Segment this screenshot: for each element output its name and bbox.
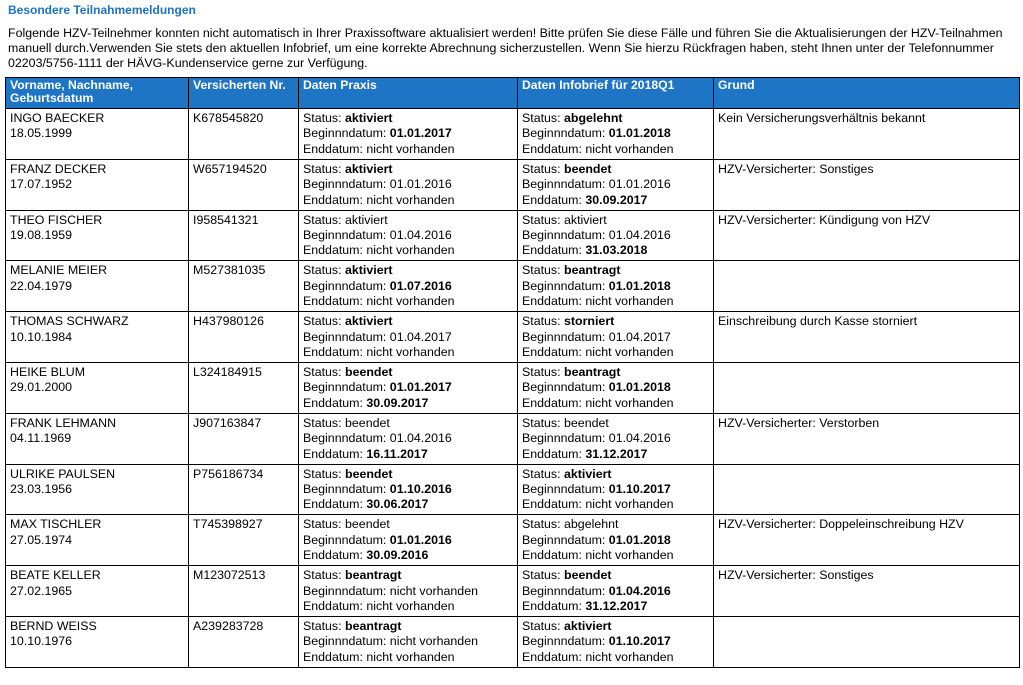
status-line-value: aktiviert	[345, 263, 393, 278]
patient-name: THEO FISCHER	[10, 212, 103, 227]
status-line-value: aktiviert	[345, 161, 393, 176]
status-line-value: beendet	[345, 466, 393, 481]
begin-line-label: Beginnndatum:	[303, 380, 390, 395]
cell-name-dob	[6, 413, 189, 464]
patient-name: BERND WEISS	[10, 618, 97, 633]
cell-name-dob	[6, 566, 189, 617]
table-row	[6, 210, 1020, 261]
end-line	[303, 447, 513, 462]
cell-infobrief	[518, 109, 714, 160]
end-line-value: nicht vorhanden	[366, 345, 455, 359]
end-line	[522, 243, 709, 258]
cell-infobrief	[518, 210, 714, 261]
begin-line-label: Beginnndatum:	[303, 481, 390, 496]
begin-line-label: Beginnndatum:	[303, 177, 390, 192]
status-line	[303, 517, 513, 532]
cell-infobrief	[518, 159, 714, 210]
status-line	[522, 619, 709, 634]
status-line	[303, 213, 513, 228]
begin-line-label: Beginnndatum:	[303, 431, 390, 446]
status-line	[303, 568, 513, 583]
end-line	[522, 548, 709, 563]
begin-line-value: 01.07.2016	[389, 278, 452, 293]
cell-praxis	[299, 515, 518, 566]
end-line-label: Enddatum:	[303, 192, 367, 207]
status-line	[303, 263, 513, 278]
status-line	[522, 365, 709, 380]
status-line-label: Status:	[303, 364, 346, 379]
begin-line-label: Beginnndatum:	[303, 532, 390, 547]
end-line	[303, 548, 513, 563]
end-line-value: 30.06.2017	[366, 497, 429, 512]
patient-name: INGO BAECKER	[10, 111, 105, 125]
status-line-value: aktiviert	[564, 618, 612, 633]
begin-line-value: 01.01.2018	[608, 126, 671, 141]
begin-line	[522, 380, 709, 395]
status-line	[522, 467, 709, 482]
begin-line-value: 01.01.2016	[389, 177, 452, 192]
patient-dob: 29.01.2000	[10, 380, 73, 395]
end-line-label: Enddatum:	[303, 649, 367, 664]
cell-insurance-nr: W657194520	[189, 159, 299, 210]
status-line	[303, 314, 513, 329]
end-line-value: 31.12.2017	[585, 446, 648, 461]
cell-insurance-nr: H437980126	[189, 312, 299, 363]
begin-line	[303, 228, 513, 243]
begin-line-value: 01.01.2018	[608, 532, 671, 547]
cell-praxis	[299, 109, 518, 160]
end-line-value: 30.09.2016	[366, 548, 429, 563]
status-line-label: Status:	[522, 618, 565, 633]
cell-insurance-nr: P756186734	[189, 464, 299, 515]
end-line	[303, 396, 513, 411]
end-line	[522, 599, 709, 614]
end-line-label: Enddatum:	[522, 243, 586, 258]
cell-grund: HZV-Versicherter: Sonstiges	[714, 566, 1020, 617]
status-line-label: Status:	[303, 263, 346, 278]
status-line-label: Status:	[303, 111, 346, 125]
end-line-value: nicht vorhanden	[366, 649, 455, 664]
table-row	[6, 159, 1020, 210]
patient-name: ULRIKE PAULSEN	[10, 466, 116, 481]
table-row	[6, 515, 1020, 566]
end-line-value: nicht vorhanden	[366, 598, 455, 613]
status-line-value: beantragt	[564, 364, 621, 379]
status-line-value: beantragt	[345, 618, 402, 633]
table-header-row	[6, 78, 1020, 109]
begin-line-value: 01.10.2016	[389, 481, 452, 496]
begin-line-value: 01.04.2016	[608, 228, 671, 242]
cell-infobrief	[518, 261, 714, 312]
patient-name: BEATE KELLER	[10, 568, 101, 583]
begin-line	[303, 177, 513, 192]
end-line	[522, 650, 709, 665]
participants-table	[5, 77, 1020, 668]
begin-line-label: Beginnndatum:	[522, 583, 609, 598]
patient-dob: 22.04.1979	[10, 278, 73, 293]
status-line	[522, 568, 709, 583]
end-line-label: Enddatum:	[522, 192, 586, 207]
end-line-value: 31.12.2017	[585, 598, 648, 613]
cell-insurance-nr: L324184915	[189, 362, 299, 413]
cell-praxis	[299, 464, 518, 515]
end-line	[522, 345, 709, 360]
end-line-label: Enddatum:	[522, 446, 586, 461]
status-line-value: aktiviert	[564, 466, 612, 481]
status-line	[303, 162, 513, 177]
begin-line	[303, 380, 513, 395]
begin-line-value: 01.04.2016	[389, 228, 452, 242]
begin-line-label: Beginnndatum:	[522, 431, 609, 446]
end-line-label: Enddatum:	[522, 294, 586, 309]
end-line	[522, 142, 709, 157]
begin-line-label: Beginnndatum:	[303, 228, 390, 242]
status-line	[303, 365, 513, 380]
cell-name-dob	[6, 464, 189, 515]
status-line-value: storniert	[564, 314, 615, 329]
begin-line-value: 01.01.2017	[389, 126, 452, 141]
patient-dob: 23.03.1956	[10, 481, 73, 496]
cell-insurance-nr: M123072513	[189, 566, 299, 617]
begin-line-label: Beginnndatum:	[522, 532, 609, 547]
begin-line-value: 01.04.2017	[389, 329, 452, 344]
end-line-label: Enddatum:	[303, 243, 367, 258]
status-line-label: Status:	[303, 314, 346, 329]
table-row	[6, 362, 1020, 413]
cell-infobrief	[518, 413, 714, 464]
status-line-value: aktiviert	[345, 212, 388, 227]
end-line	[303, 193, 513, 208]
cell-praxis	[299, 159, 518, 210]
patient-dob: 18.05.1999	[10, 126, 73, 141]
cell-grund: HZV-Versicherter: Kündigung von HZV	[714, 210, 1020, 261]
status-line-value: abgelehnt	[564, 517, 619, 532]
table-row	[6, 261, 1020, 312]
table-row	[6, 312, 1020, 363]
cell-praxis	[299, 566, 518, 617]
begin-line	[522, 330, 709, 345]
cell-name-dob	[6, 210, 189, 261]
cell-infobrief	[518, 362, 714, 413]
begin-line-label: Beginnndatum:	[522, 329, 609, 344]
begin-line-label: Beginnndatum:	[303, 278, 390, 293]
end-line	[303, 599, 513, 614]
end-line-label: Enddatum:	[522, 395, 586, 410]
patient-name: MELANIE MEIER	[10, 263, 108, 278]
cell-grund: HZV-Versicherter: Sonstiges	[714, 159, 1020, 210]
status-line-label: Status:	[303, 618, 346, 633]
status-line-label: Status:	[522, 466, 565, 481]
begin-line	[303, 330, 513, 345]
patient-name: FRANZ DECKER	[10, 161, 107, 176]
status-line-value: aktiviert	[564, 212, 607, 227]
status-line-label: Status:	[522, 314, 565, 329]
patient-dob: 10.10.1984	[10, 329, 73, 344]
end-line-value: nicht vorhanden	[585, 497, 674, 512]
begin-line	[303, 634, 513, 649]
end-line-value: nicht vorhanden	[585, 548, 674, 563]
col-header-infobrief: Daten Infobrief für 2018Q1	[518, 78, 714, 109]
end-line	[522, 396, 709, 411]
status-line-label: Status:	[522, 111, 565, 125]
begin-line	[303, 482, 513, 497]
end-line-value: nicht vorhanden	[366, 192, 455, 207]
status-line	[522, 111, 709, 126]
end-line-value: 16.11.2017	[366, 446, 428, 461]
end-line	[522, 447, 709, 462]
begin-line-value: 01.01.2016	[608, 177, 671, 192]
end-line-value: nicht vorhanden	[366, 243, 455, 258]
begin-line-value: 01.04.2016	[608, 431, 671, 446]
table-row	[6, 616, 1020, 667]
begin-line-label: Beginnndatum:	[522, 481, 609, 496]
table-row	[6, 413, 1020, 464]
begin-line-value: 01.04.2016	[389, 431, 452, 446]
begin-line-label: Beginnndatum:	[522, 228, 609, 242]
begin-line-value: nicht vorhanden	[389, 634, 478, 649]
status-line	[522, 263, 709, 278]
begin-line	[522, 279, 709, 294]
end-line-value: 31.03.2018	[585, 243, 648, 258]
col-header-grund: Grund	[714, 78, 1020, 109]
cell-praxis	[299, 261, 518, 312]
begin-line-value: 01.01.2018	[608, 380, 671, 395]
begin-line-value: 01.01.2017	[389, 380, 452, 395]
begin-line-label: Beginnndatum:	[522, 380, 609, 395]
cell-name-dob	[6, 616, 189, 667]
cell-name-dob	[6, 362, 189, 413]
end-line-label: Enddatum:	[522, 649, 586, 664]
status-line	[522, 162, 709, 177]
end-line-value: nicht vorhanden	[585, 649, 674, 664]
cell-infobrief	[518, 464, 714, 515]
end-line-label: Enddatum:	[522, 548, 586, 563]
end-line	[303, 650, 513, 665]
begin-line-label: Beginnndatum:	[522, 126, 609, 141]
status-line-label: Status:	[303, 568, 346, 583]
patient-name: THOMAS SCHWARZ	[10, 314, 129, 329]
end-line	[303, 294, 513, 309]
patient-dob: 27.02.1965	[10, 583, 73, 598]
end-line-value: nicht vorhanden	[585, 345, 674, 359]
patient-name: MAX TISCHLER	[10, 517, 102, 532]
status-line-value: beendet	[345, 415, 390, 430]
status-line	[522, 416, 709, 431]
status-line	[303, 416, 513, 431]
cell-grund	[714, 261, 1020, 312]
cell-grund: HZV-Versicherter: Doppeleinschreibung HZV	[714, 515, 1020, 566]
status-line-value: abgelehnt	[564, 111, 623, 125]
cell-praxis	[299, 616, 518, 667]
begin-line-label: Beginnndatum:	[522, 278, 609, 293]
end-line-label: Enddatum:	[303, 141, 367, 156]
status-line-label: Status:	[522, 212, 565, 227]
table-row	[6, 464, 1020, 515]
end-line-value: nicht vorhanden	[585, 294, 674, 309]
end-line	[522, 294, 709, 309]
cell-name-dob	[6, 261, 189, 312]
status-line-label: Status:	[303, 517, 346, 532]
table-row	[6, 109, 1020, 160]
begin-line-label: Beginnndatum:	[303, 126, 390, 141]
cell-grund	[714, 616, 1020, 667]
cell-infobrief	[518, 515, 714, 566]
end-line-label: Enddatum:	[303, 345, 367, 359]
end-line	[522, 193, 709, 208]
end-line-label: Enddatum:	[303, 395, 367, 410]
cell-name-dob	[6, 312, 189, 363]
end-line	[303, 345, 513, 360]
begin-line	[522, 228, 709, 243]
status-line-value: beendet	[345, 517, 390, 532]
begin-line-value: 01.04.2016	[608, 583, 671, 598]
begin-line-label: Beginnndatum:	[303, 583, 390, 598]
end-line-value: nicht vorhanden	[585, 395, 674, 410]
status-line-label: Status:	[522, 263, 565, 278]
end-line	[522, 497, 709, 512]
end-line-value: nicht vorhanden	[366, 294, 455, 309]
cell-name-dob	[6, 515, 189, 566]
table-body	[6, 109, 1020, 668]
begin-line	[303, 533, 513, 548]
status-line-label: Status:	[522, 517, 565, 532]
status-line-label: Status:	[303, 466, 346, 481]
begin-line-value: 01.01.2018	[608, 278, 671, 293]
cell-praxis	[299, 413, 518, 464]
patient-name: FRANK LEHMANN	[10, 415, 117, 430]
status-line	[522, 517, 709, 532]
patient-dob: 17.07.1952	[10, 177, 73, 192]
end-line	[303, 497, 513, 512]
status-line-label: Status:	[303, 161, 346, 176]
cell-praxis	[299, 210, 518, 261]
end-line-label: Enddatum:	[303, 497, 367, 512]
patient-dob: 19.08.1959	[10, 228, 73, 242]
begin-line	[303, 126, 513, 141]
begin-line	[522, 634, 709, 649]
begin-line	[522, 177, 709, 192]
col-header-insurance-nr: Versicherten Nr.	[189, 78, 299, 109]
end-line-label: Enddatum:	[522, 345, 586, 359]
patient-dob: 27.05.1974	[10, 532, 73, 547]
status-line-value: beendet	[345, 364, 393, 379]
cell-insurance-nr: T745398927	[189, 515, 299, 566]
status-line	[522, 213, 709, 228]
status-line-label: Status:	[303, 415, 346, 430]
cell-praxis	[299, 362, 518, 413]
begin-line-value: 01.01.2016	[389, 532, 452, 547]
status-line	[303, 111, 513, 126]
status-line-label: Status:	[522, 415, 565, 430]
cell-name-dob	[6, 109, 189, 160]
cell-insurance-nr: A239283728	[189, 616, 299, 667]
cell-infobrief	[518, 312, 714, 363]
status-line	[522, 314, 709, 329]
end-line-label: Enddatum:	[522, 497, 586, 512]
cell-insurance-nr: J907163847	[189, 413, 299, 464]
begin-line-value: 01.10.2017	[608, 634, 671, 649]
end-line-label: Enddatum:	[522, 141, 586, 156]
cell-insurance-nr: M527381035	[189, 261, 299, 312]
begin-line	[303, 279, 513, 294]
end-line-value: 30.09.2017	[366, 395, 429, 410]
cell-name-dob	[6, 159, 189, 210]
status-line	[303, 619, 513, 634]
status-line-value: beantragt	[564, 263, 621, 278]
end-line	[303, 142, 513, 157]
cell-grund: Kein Versicherungsverhältnis bekannt	[714, 109, 1020, 160]
end-line-label: Enddatum:	[303, 548, 367, 563]
begin-line-label: Beginnndatum:	[303, 329, 390, 344]
end-line-label: Enddatum:	[303, 446, 367, 461]
cell-insurance-nr: K678545820	[189, 109, 299, 160]
status-line-label: Status:	[303, 212, 346, 227]
begin-line-value: 01.10.2017	[608, 481, 671, 496]
cell-insurance-nr: I958541321	[189, 210, 299, 261]
status-line-value: beantragt	[345, 568, 402, 583]
begin-line	[522, 584, 709, 599]
begin-line	[522, 431, 709, 446]
end-line-label: Enddatum:	[522, 598, 586, 613]
cell-infobrief	[518, 566, 714, 617]
col-header-praxis: Daten Praxis	[299, 78, 518, 109]
status-line-label: Status:	[522, 568, 565, 583]
cell-grund	[714, 362, 1020, 413]
cell-grund: HZV-Versicherter: Verstorben	[714, 413, 1020, 464]
cell-grund	[714, 464, 1020, 515]
status-line	[303, 467, 513, 482]
begin-line	[303, 584, 513, 599]
end-line-label: Enddatum:	[303, 598, 367, 613]
begin-line	[522, 126, 709, 141]
cell-praxis	[299, 312, 518, 363]
intro-paragraph: Folgende HZV-Teilnehmer konnten nicht automatisch in Ihrer Praxissoftware aktualisiert werden! Bitte prüfen Sie diese Fälle und führen Sie die Aktualisierungen der HZV-Teilnahmen manuell durch.Verwenden Sie stets den aktuellen Infobrief, um eine korrekte Abrechnung sicherzustellen. Wenn Sie hierzu Rückfragen haben, steht Ihnen unter der Telefonnummer 02203/5756-1111 der HÄVG-Kundenservice gerne zur Verfügung.	[8, 26, 1003, 70]
begin-line-label: Beginnndatum:	[522, 177, 609, 192]
begin-line-value: nicht vorhanden	[389, 583, 478, 598]
begin-line	[303, 431, 513, 446]
end-line-value: 30.09.2017	[585, 192, 648, 207]
patient-name: HEIKE BLUM	[10, 364, 86, 379]
status-line-value: beendet	[564, 161, 612, 176]
table-row	[6, 566, 1020, 617]
status-line-value: aktiviert	[345, 111, 393, 125]
begin-line	[522, 533, 709, 548]
begin-line-value: 01.04.2017	[608, 329, 671, 344]
begin-line-label: Beginnndatum:	[303, 634, 390, 649]
end-line-value: nicht vorhanden	[585, 141, 674, 156]
end-line-value: nicht vorhanden	[366, 141, 455, 156]
patient-dob: 04.11.1969	[10, 431, 72, 446]
status-line-value: beendet	[564, 568, 612, 583]
patient-dob: 10.10.1976	[10, 634, 73, 649]
status-line-value: beendet	[564, 415, 609, 430]
begin-line-label: Beginnndatum:	[522, 634, 609, 649]
section-heading: Besondere Teilnahmemeldungen	[8, 3, 196, 17]
cell-infobrief	[518, 616, 714, 667]
cell-grund: Einschreibung durch Kasse storniert	[714, 312, 1020, 363]
end-line-label: Enddatum:	[303, 294, 367, 309]
begin-line	[522, 482, 709, 497]
status-line-value: aktiviert	[345, 314, 393, 329]
status-line-label: Status:	[522, 161, 565, 176]
col-header-name: Vorname, Nachname, Geburtsdatum	[6, 78, 189, 109]
end-line	[303, 243, 513, 258]
status-line-label: Status:	[522, 364, 565, 379]
